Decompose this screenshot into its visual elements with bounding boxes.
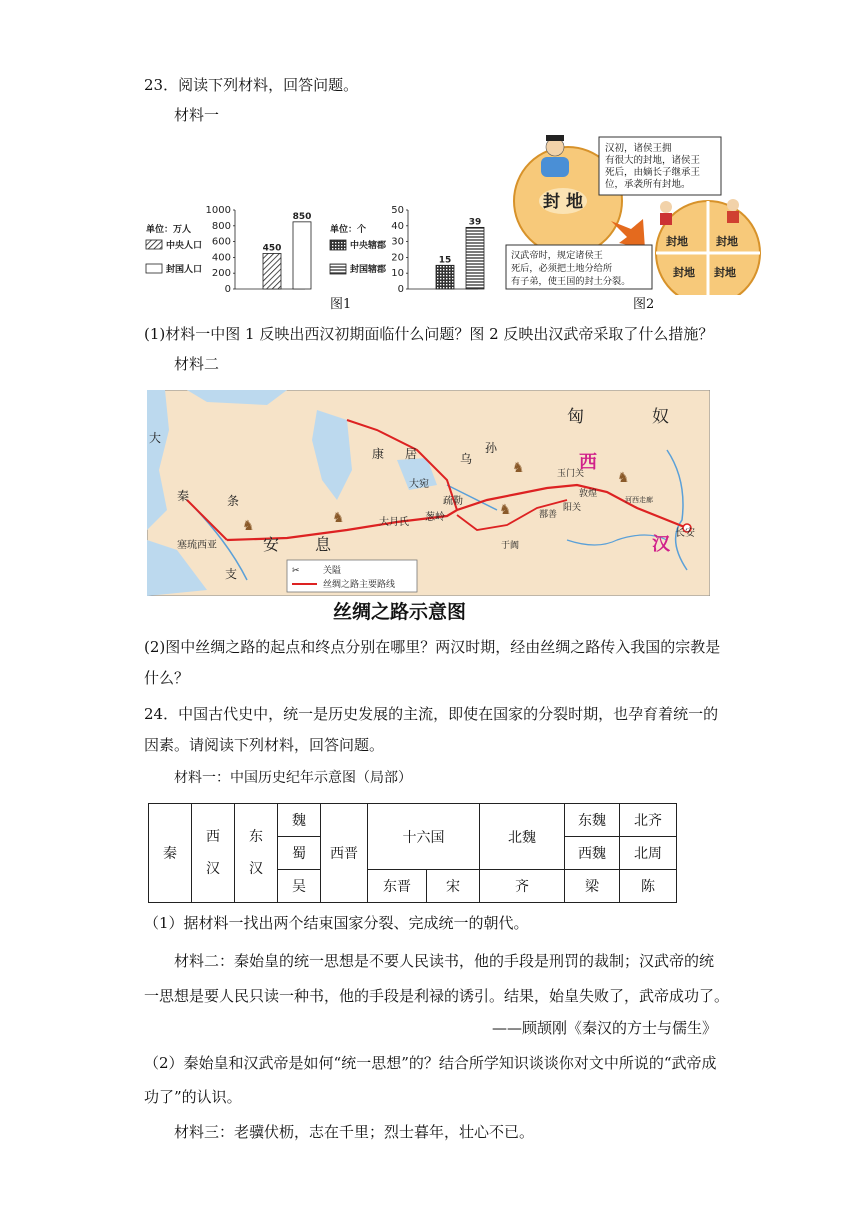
chart1-tick-label: 200 [211,268,231,280]
figure-1-caption: 图1 [330,297,352,312]
material-2-line2: 一思想是要人民只读一种书，他的手段是利禄的诱引。结果，始皇失败了，武帝成功了。 [144,987,730,1005]
chart1-tick-label: 800 [211,220,231,232]
map-label-anxi: 安 [263,535,280,554]
chart2-tick-label: 0 [397,284,404,295]
camel-icon: ♞ [332,510,345,526]
map-label-kangju: 康 [372,447,385,461]
chart2-tick-label: 30 [391,236,404,248]
cell-shiliuguo: 十六国 [368,804,480,870]
chart1-unit-label: 单位：万人 [146,225,192,235]
legend-route-label: 丝绸之路主要路线 [323,580,396,590]
map-label-yangguan: 阳关 [563,503,582,513]
cell-xiwei: 西魏 [565,837,620,870]
material-3: 材料三：老骥伏枥，志在千里；烈士暮年，壮心不已。 [174,1123,535,1141]
chart1-tick-label: 1000 [205,205,231,216]
camel-icon: ♞ [512,460,525,476]
map-label-xihan: 西 [579,452,597,473]
map-label-tiaozhi: 条 [227,494,240,508]
map-label-dunhuang: 敦煌 [579,489,598,499]
cell-dongjin: 东晋 [368,870,427,903]
chart1-bar-central [263,253,281,289]
cell-beiwei: 北魏 [480,804,565,870]
cell-dongwei: 东魏 [565,804,620,837]
map-label-yumenguan: 玉门关 [557,469,585,479]
map-label-xihan: 汉 [652,534,670,555]
map-label-wusun: 孙 [485,441,498,455]
legend-pass-label: 关隘 [323,566,342,576]
material-2-line1: 材料二：秦始皇的统一思想是不要人民读书，他的手段是刑罚的裁制；汉武帝的统 [174,952,715,970]
chart1-tick-label: 0 [224,284,231,295]
map-label-dayuezhi: 大月氏 [379,517,409,528]
cell-wu: 吴 [278,870,321,903]
map-legend [287,560,417,592]
piece-label: 封地 [666,235,688,248]
chart1-data-label: 850 [292,211,312,222]
map-label-seleucia: 塞琉西亚 [177,540,217,551]
question-24-part-1: （1）据材料一找出两个结束国家分裂、完成统一的朝代。 [144,914,529,932]
map-label-xiongnu: 匈 [567,407,584,427]
material-2-label: 材料二 [174,355,220,373]
material-1-label: 材料一 [174,106,220,124]
chart2-data-label: 15 [438,255,452,266]
map-label-kangju: 居 [405,447,418,461]
cell-song: 宋 [427,870,480,903]
chart2-legend-central: 中央辖郡 [350,241,387,251]
bubble-bottom-line: 汉武帝时，规定诸侯王 [511,250,603,261]
chart2-tick-label: 50 [391,205,404,216]
chart2-legend-fief: 封国辖郡 [350,265,387,275]
figure-1-charts [140,200,500,315]
cell-xihan: 西 汉 [192,804,235,903]
cell-qi: 齐 [480,870,565,903]
cell-xijin: 西晋 [321,804,368,903]
chart1-legend-fief: 封国人口 [166,265,203,275]
map-title: 丝绸之路示意图 [333,601,467,623]
chart1-data-label: 450 [262,243,282,254]
bubble-top-line: 汉初，诸侯王拥 [605,143,672,154]
silk-road-map [147,390,710,596]
dynasty-timeline-table [148,803,677,903]
piece-label: 封地 [714,266,736,279]
map-label-daqin: 大 [149,431,162,445]
cell-beiqi: 北齐 [620,804,677,837]
chart1-tick-label: 600 [211,236,231,248]
question-23-part-2-line2: 什么？ [144,669,190,687]
chart2-data-label: 39 [468,217,482,228]
legend-swatch-central-commanderies [330,240,346,250]
map-label-shule: 疏勒 [443,496,463,507]
question-23-stem: 23．阅读下列材料，回答问题。 [144,76,359,94]
question-24-part-2-line2: 功了”的认识。 [144,1088,242,1106]
chart1-legend-central: 中央人口 [166,241,203,251]
chart2-bar-fief [466,227,484,289]
camel-icon: ♞ [617,470,630,486]
question-24-part-2-line1: （2）秦始皇和汉武帝是如何“统一思想”的？结合所学知识谈谈你对文中所说的“武帝成 [144,1054,717,1072]
map-label-yutian: 于阗 [501,541,520,551]
chart2-bar-central [436,265,454,289]
map-label-tiaozhi: 支 [225,567,238,581]
map-label-changan: 长安 [675,528,695,539]
legend-swatch-fief [146,264,162,273]
bubble-top-line: 位，承袭所有封地。 [605,179,691,190]
map-label-congling: 葱岭 [425,512,445,523]
question-23-part-2-line1: (2)图中丝绸之路的起点和终点分别在哪里？两汉时期，经由丝绸之路传入我国的宗教是 [144,638,721,656]
chart2-tick-label: 10 [391,268,404,280]
chart1-bar-fief [293,222,311,289]
chart2-unit-label: 单位：个 [330,225,367,235]
question-24-stem-line2: 因素。请阅读下列材料，回答问题。 [144,736,385,754]
map-label-wusun: 乌 [460,452,473,466]
bubble-top-line: 有很大的封地，诸侯王 [605,155,701,166]
cell-liang: 梁 [565,870,620,903]
chart1-tick-label: 400 [211,252,231,264]
map-label-daqin: 秦 [177,489,190,503]
camel-icon: ♞ [242,518,255,534]
legend-swatch-fief-commanderies [330,264,346,274]
piece-label: 封地 [673,266,695,279]
chart2-tick-label: 40 [391,220,404,232]
map-label-hexi: 河西走廊 [625,496,653,504]
cell-beizhou: 北周 [620,837,677,870]
map-label-anxi: 息 [315,535,332,554]
cell-wei: 魏 [278,804,321,837]
piece-label: 封地 [716,235,738,248]
question-23-part-1: (1)材料一中图 1 反映出西汉初期面临什么问题？图 2 反映出汉武帝采取了什么措施？ [144,325,714,343]
figure-2-comic [503,133,763,295]
cell-qin: 秦 [149,804,192,903]
cell-donghan: 东 汉 [235,804,278,903]
cell-chen: 陈 [620,870,677,903]
bubble-bottom-line: 有子弟，使王国的封土分裂。 [511,276,631,287]
bubble-top-line: 死后，由嫡长子继承王 [605,167,701,178]
q24-material-1-title: 材料一：中国历史纪年示意图（局部） [174,770,412,786]
figure-2-caption: 图2 [633,297,655,312]
camel-icon: ♞ [499,502,512,518]
cell-shu: 蜀 [278,837,321,870]
legend-swatch-central [146,240,162,249]
big-plate-label: 封 地 [543,192,583,212]
map-label-xiongnu: 奴 [652,407,669,427]
material-2-source: ——顾颉刚《秦汉的方士与儒生》 [492,1019,718,1037]
question-24-stem-line1: 24．中国古代史中，统一是历史发展的主流，即使在国家的分裂时期，也孕育着统一的 [144,705,719,723]
chart2-tick-label: 20 [391,252,404,264]
svg-text:✂: ✂ [292,566,300,576]
map-label-dayuan: 大宛 [409,479,429,490]
map-label-shanshan: 鄯善 [539,510,558,520]
bubble-bottom-line: 死后，必须把土地分给所 [511,263,613,274]
